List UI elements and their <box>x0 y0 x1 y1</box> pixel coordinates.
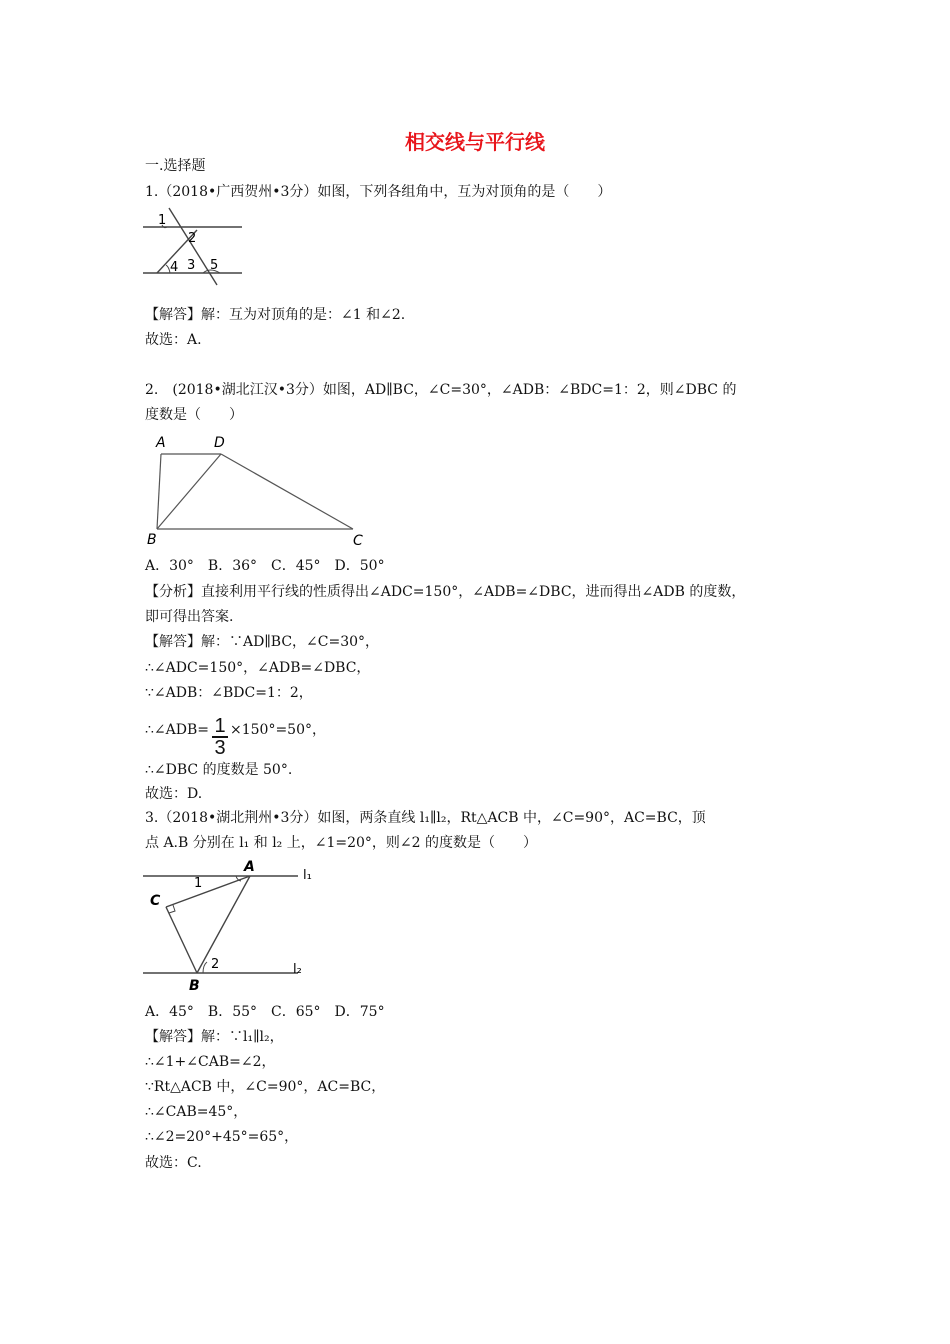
q2-label-B: B <box>147 532 157 548</box>
q1-label-5: 5 <box>210 258 219 273</box>
q3-solution-3: ∵Rt△ACB 中，∠C=90°，AC=BC， <box>145 1079 386 1095</box>
q1-label-1: 1 <box>158 213 167 228</box>
q3-options: A．45° B．55° C．65° D．75° <box>145 1004 385 1020</box>
q3-solution-1: 【解答】解：∵l₁∥l₂， <box>145 1029 284 1045</box>
q3-label-C: C <box>150 893 161 909</box>
q2-stem-line2: 度数是（ ） <box>145 407 243 423</box>
q2-analysis-line1: 【分析】直接利用平行线的性质得出∠ADC=150°，∠ADB=∠DBC，进而得出∠ADB 的度数， <box>145 584 746 600</box>
q2-solution-1: 【解答】解：∵AD∥BC，∠C=30°， <box>145 634 380 650</box>
q3-stem-line1: 3.（2018•湖北荆州•3分）如图，两条直线 l₁∥l₂，Rt△ACB 中，∠C=90°，AC=BC，顶 <box>145 810 706 826</box>
q2-solution-2: ∴∠ADC=150°，∠ADB=∠DBC， <box>145 660 371 676</box>
q2-analysis-line2: 即可得出答案. <box>145 609 234 625</box>
q3-label-1: 1 <box>194 876 203 891</box>
q3-figure <box>140 856 320 996</box>
q1-label-4: 4 <box>170 260 179 275</box>
q2-figure <box>140 430 375 550</box>
q3-stem-line2: 点 A.B 分别在 l₁ 和 l₂ 上，∠1=20°，则∠2 的度数是（ ） <box>145 835 537 851</box>
q2-label-C: C <box>353 533 363 549</box>
q1-figure <box>140 205 250 287</box>
q3-solution-2: ∴∠1+∠CAB=∠2， <box>145 1054 276 1070</box>
q2-answer: 故选：D. <box>145 786 203 802</box>
q3-answer: 故选：C. <box>145 1155 202 1171</box>
q3-label-l1: l₁ <box>303 868 312 883</box>
q3-label-l2: l₂ <box>293 962 302 977</box>
q2-solution-3: ∵∠ADB：∠BDC=1：2， <box>145 685 313 701</box>
q2-label-D: D <box>214 435 225 451</box>
q2-solution-4-prefix: ∴∠ADB= <box>145 722 209 738</box>
q1-answer: 故选：A. <box>145 332 202 348</box>
q3-solution-4: ∴∠CAB=45°， <box>145 1104 248 1120</box>
q2-solution-5: ∴∠DBC 的度数是 50°. <box>145 762 293 778</box>
q2-fraction <box>212 716 228 758</box>
page-title: 相交线与平行线 <box>405 130 545 154</box>
q2-label-A: A <box>156 435 166 451</box>
section-heading: 一.选择题 <box>145 158 206 174</box>
q2-solution-4-suffix: ×150°=50°， <box>230 722 326 738</box>
q1-label-3: 3 <box>187 258 196 273</box>
q2-fraction-denominator: 3 <box>212 736 228 758</box>
q1-stem: 1.（2018•广西贺州•3分）如图，下列各组角中，互为对顶角的是（ ） <box>145 184 612 200</box>
q3-label-2: 2 <box>211 957 220 972</box>
q2-stem-line1: 2. (2018•湖北江汉•3分）如图，AD∥BC，∠C=30°，∠ADB：∠BDC=1：2，则∠DBC 的 <box>145 382 737 398</box>
q2-options: A．30° B．36° C．45° D．50° <box>145 558 385 574</box>
q1-label-2: 2 <box>188 231 197 246</box>
q3-label-A: A <box>244 859 255 875</box>
q3-label-B: B <box>189 978 200 994</box>
q2-fraction-numerator: 1 <box>214 715 226 737</box>
q3-solution-5: ∴∠2=20°+45°=65°， <box>145 1129 299 1145</box>
q1-solution: 【解答】解：互为对顶角的是：∠1 和∠2. <box>145 307 406 323</box>
